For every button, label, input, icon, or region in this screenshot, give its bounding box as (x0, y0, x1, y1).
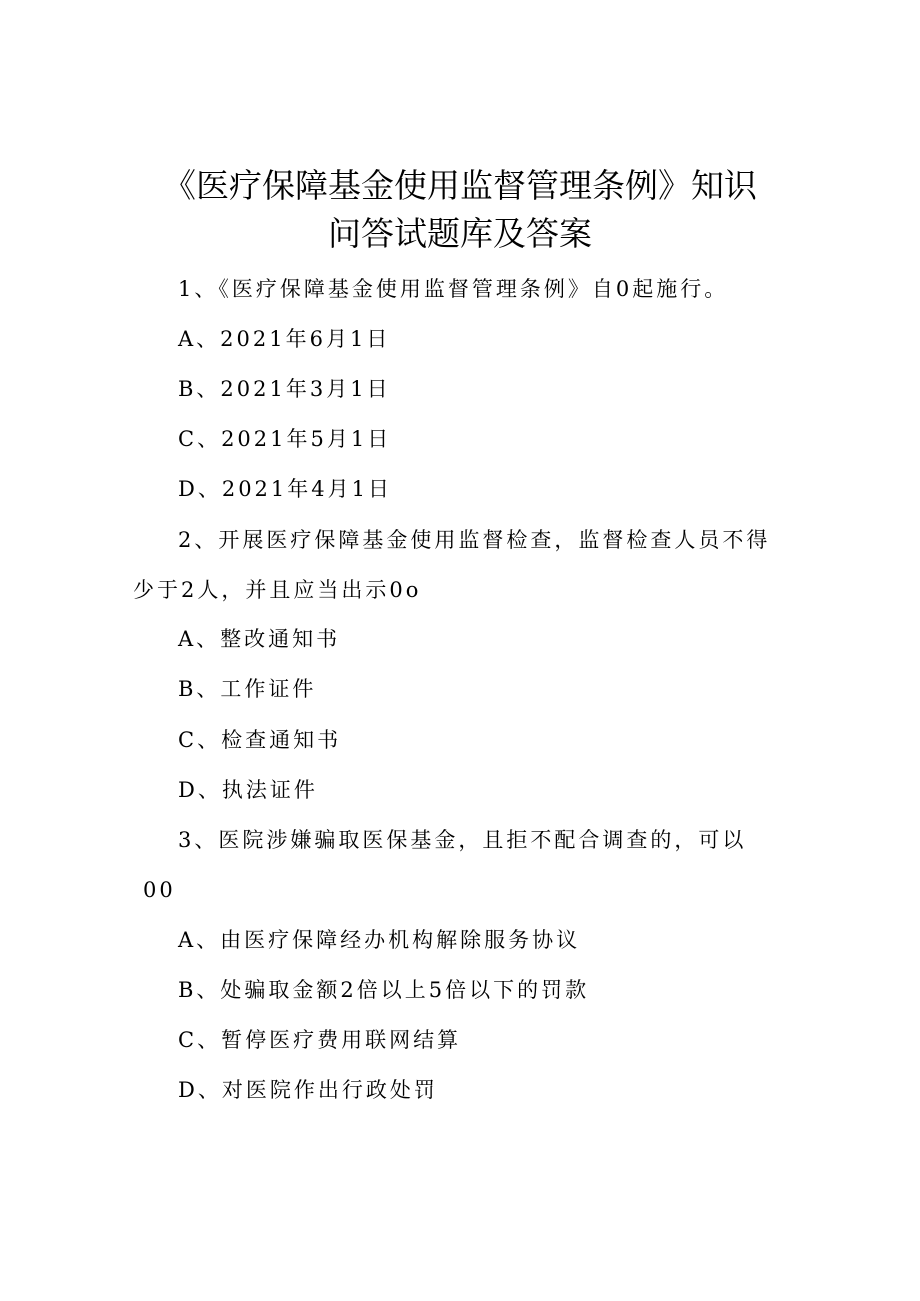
question-1-option-b: B、2021年3月1日 (178, 377, 391, 401)
question-3-stem-line-2: 00 (143, 878, 176, 902)
question-2-stem-line-1: 2、开展医疗保障基金使用监督检查，监督检查人员不得 (178, 528, 771, 552)
question-3-option-c: C、暂停医疗费用联网结算 (178, 1028, 462, 1052)
question-3-option-a: A、由医疗保障经办机构解除服务协议 (178, 928, 581, 952)
question-2-option-c: C、检查通知书 (178, 728, 342, 752)
question-3-option-b: B、处骗取金额2倍以上5倍以下的罚款 (178, 978, 590, 1002)
question-1-option-a: A、2021年6月1日 (178, 327, 391, 351)
question-1-stem: 1、《医疗保障基金使用监督管理条例》自0起施行。 (178, 277, 729, 301)
question-2-stem-line-2: 少于2人，并且应当出示0o (133, 578, 422, 602)
question-2-option-b: B、工作证件 (178, 677, 317, 701)
question-3-stem-line-1: 3、医院涉嫌骗取医保基金，且拒不配合调查的，可以 (178, 828, 747, 852)
question-2-option-a: A、整改通知书 (178, 627, 341, 651)
question-3-option-d: D、对医院作出行政处罚 (178, 1078, 438, 1102)
question-1-option-d: D、2021年4月1日 (178, 477, 393, 501)
document-title-line-2: 问答试题库及答案 (328, 214, 592, 253)
question-2-option-d: D、执法证件 (178, 778, 318, 802)
question-1-option-c: C、2021年5月1日 (178, 427, 392, 451)
document-title-line-1: 《医疗保障基金使用监督管理条例》知识 (163, 166, 757, 205)
